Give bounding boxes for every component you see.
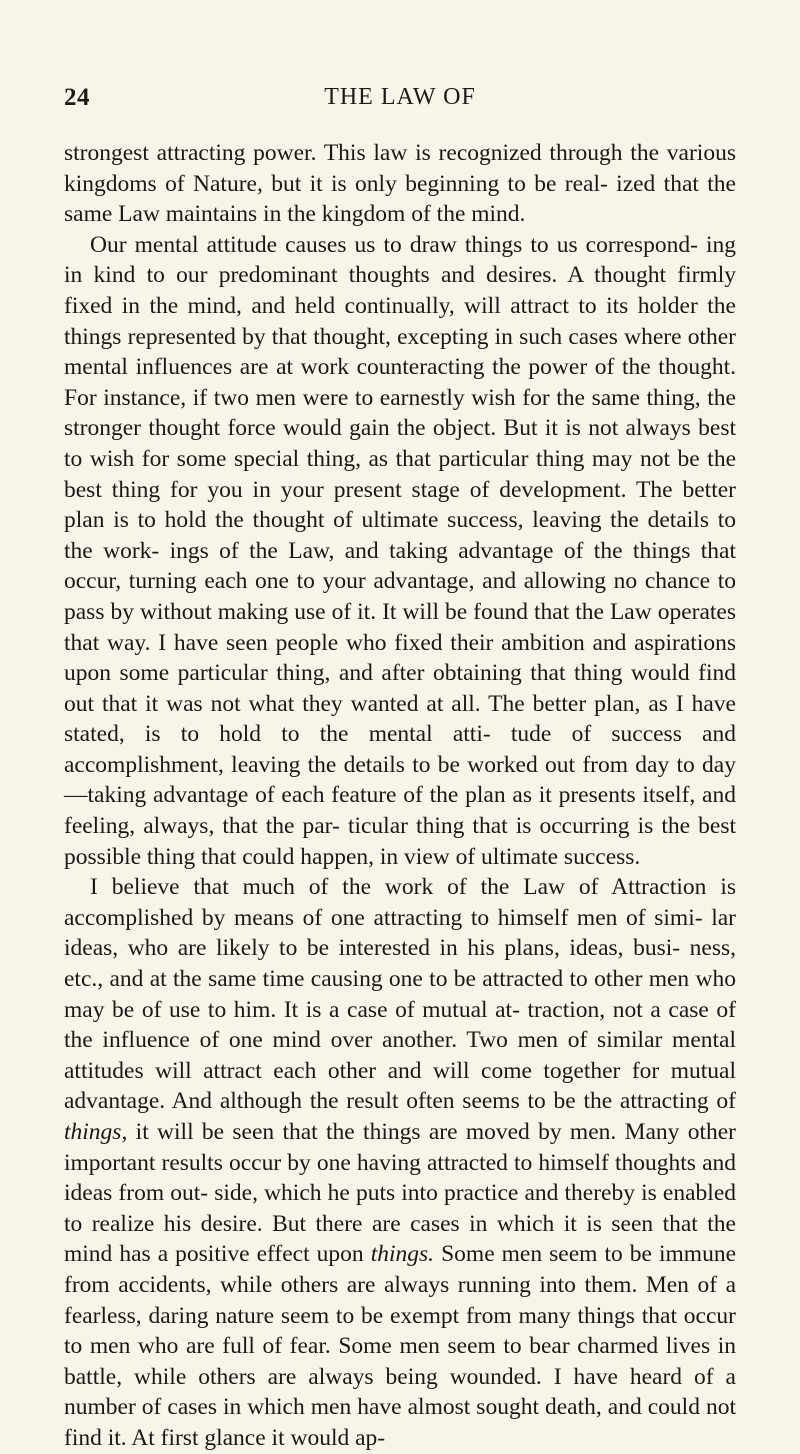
- paragraph-text: I believe that much of the work of the Law of Attraction is accomplished by means of one attracting to himself men of simi- lar ideas, who are likely to be interested in his plans, ideas, busi- ness, etc., and at the same time causing one to be attracted to other men who may be of use to him. It is a case of mutual at- traction, not a case of the influence of one mind over another. Two men of similar mental attitudes will attract each other and will come together for mutual advantage. And although the result often seems to be the attracting of: [64, 874, 736, 1115]
- paragraph-text: Our mental attitude causes us to draw things to us correspond- ing in kind to our predominant thoughts and desires. A thought firmly fixed in the mind, and held continually, will attract to its holder the things represented by that thought, excepting in such cases where other mental influences are at work counteracting the power of the thought. For instance, if two men were to earnestly wish for the same thing, the stronger thought force would gain the object. But it is not always best to wish for some special thing, as that particular thing may not be the best thing for you in your present stage of development. The better plan is to hold the thought of ultimate success, leaving the details to the work- ings of the Law, and taking advantage of the things that occur, turning each one to your advantage, and allowing no chance to pass by without making use of it. It will be found that the Law operates that way. I have seen people who fixed their ambition and aspirations upon some particular thing, and after obtaining that thing would find out that it was not what they wanted at all. The better plan, as I have stated, is to hold to the mental atti- tude of success and accomplishment, leaving the details to be worked out from day to day—taking advantage of each feature of the plan as it presents itself, and feeling, always, that the par- ticular thing that is occurring is the best possible thing that could happen, in view of ultimate success.: [64, 231, 736, 870]
- paragraph: [64, 872, 736, 1453]
- paragraph-text: Some men seem to be immune from accidents, while others are always running into them. Men of a fearless, daring nature seem to be exempt from many things that occur to men who are full of fear. Some men seem to bear charmed lives in battle, while others are always being wounded. I have heard of a number of cases in which men have almost sought death, and could not find it. At first glance it would ap-: [64, 1241, 736, 1451]
- body-text: [64, 138, 736, 1454]
- running-title: THE LAW OF: [324, 84, 476, 110]
- page-number: 24: [64, 84, 90, 111]
- emphasis-text: things.: [370, 1241, 435, 1268]
- paragraph-text: strongest attracting power. This law is recognized through the various kingdoms of Nature, but it is only beginning to be real- ized that the same Law maintains in the kingdom of the mind.: [64, 140, 736, 228]
- paragraph: [64, 230, 736, 872]
- paragraph-text: it will be seen that the things are moved by men. Many other important results occur by one having attracted to himself thoughts and ideas from out- side, which he puts into practice and thereby is enabled to realize his desire. But there are cases in which it is seen that the mind has a positive effect upon: [64, 1119, 736, 1268]
- paragraph: [64, 138, 736, 230]
- page-header: [64, 84, 736, 118]
- emphasis-text: things,: [64, 1119, 128, 1145]
